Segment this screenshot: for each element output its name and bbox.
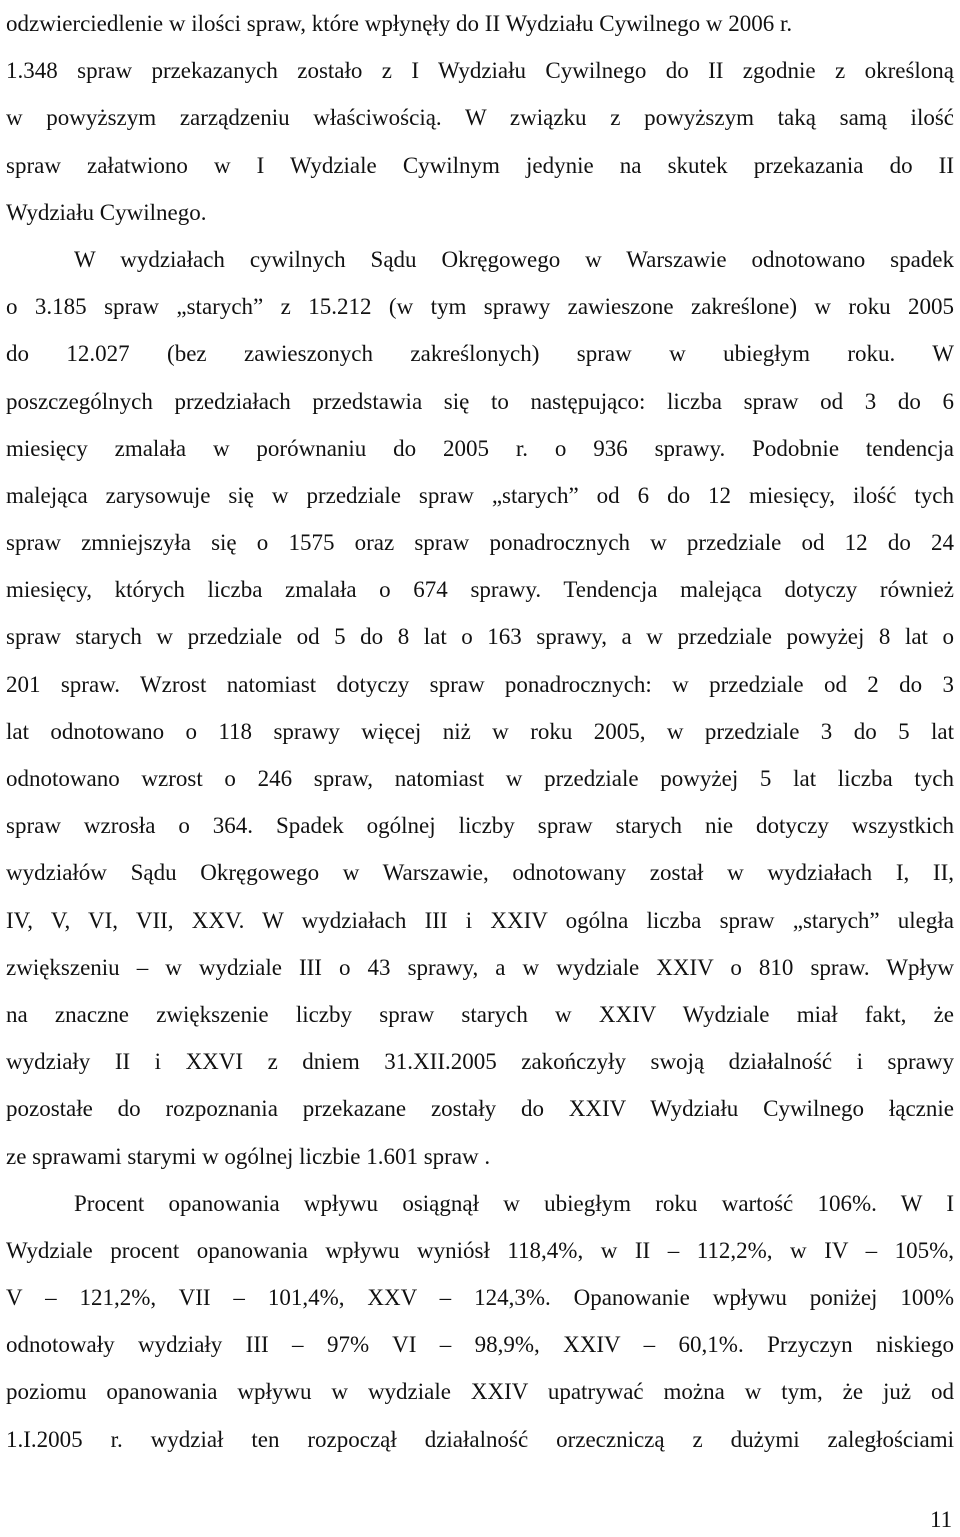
text-line: spraw wzrosła o 364. Spadek ogólnej liczby spraw starych nie dotyczy wszystkich [6, 813, 954, 839]
text-line: 1.348 spraw przekazanych zostało z I Wydziału Cywilnego do II zgodnie z określoną [6, 58, 954, 84]
text-line: odnotowano wzrost o 246 spraw, natomiast w przedziale powyżej 5 lat liczba tych [6, 766, 954, 791]
text-line: IV, V, VI, VII, XXV. W wydziałach III i XXIV ogólna liczba spraw „starych” uległa [6, 907, 954, 933]
text-line: zwiększeniu – w wydziale III o 43 sprawy, a w wydziale XXIV o 810 spraw. Wpływ [6, 954, 954, 980]
text-line: miesięcy, których liczba zmalała o 674 sprawy. Tendencja malejąca dotyczy również [6, 577, 954, 603]
text-line: miesięcy zmalała w porównaniu do 2005 r. o 936 sprawy. Podobnie tendencja [6, 435, 954, 461]
text-line: spraw starych w przedziale od 5 do 8 lat o 163 sprawy, a w przedziale powyżej 8 lat o [6, 624, 954, 650]
text-line: odnotowały wydziały III – 97% VI – 98,9%, XXIV – 60,1%. Przyczyn niskiego [6, 1332, 954, 1358]
text-line: Wydziału Cywilnego. [6, 199, 207, 225]
text-line: 1.I.2005 r. wydział ten rozpoczął działalność orzeczniczą z dużymi zaległościami [6, 1426, 954, 1452]
text-line: spraw załatwiono w I Wydziale Cywilnym jedynie na skutek przekazania do II [6, 152, 954, 178]
text-line: malejąca zarysowuje się w przedziale spraw „starych” od 6 do 12 miesięcy, ilość tych [6, 482, 954, 508]
text-line: poszczególnych przedziałach przedstawia się to następująco: liczba spraw od 3 do 6 [6, 388, 954, 414]
text-line: 201 spraw. Wzrost natomiast dotyczy spraw ponadrocznych: w przedziale od 2 do 3 [6, 671, 954, 697]
text-line: W wydziałach cywilnych Sądu Okręgowego w Warszawie odnotowano spadek [74, 246, 954, 272]
text-line: na znaczne zwiększenie liczby spraw starych w XXIV Wydziale miał fakt, że [6, 1001, 954, 1027]
text-line: lat odnotowano o 118 sprawy więcej niż w roku 2005, w przedziale 3 do 5 lat [6, 718, 954, 744]
text-line: ze sprawami starymi w ogólnej liczbie 1.601 spraw . [6, 1143, 491, 1169]
text-line: w powyższym zarządzeniu właściwością. W związku z powyższym taką samą ilość [6, 105, 954, 131]
page-number: 11 [930, 1507, 953, 1532]
text-line: pozostałe do rozpoznania przekazane zostały do XXIV Wydziału Cywilnego łącznie [6, 1096, 954, 1122]
text-line: odzwierciedlenie w ilości spraw, które wpłynęły do II Wydziału Cywilnego w 2006 r. [6, 11, 793, 36]
text-line: do 12.027 (bez zawieszonych zakreślonych) spraw w ubiegłym roku. W [6, 341, 954, 367]
document-page [6, 0, 954, 1463]
text-line: Wydziale procent opanowania wpływu wyniósł 118,4%, w II – 112,2%, w IV – 105%, [6, 1237, 954, 1263]
text-line: wydziałów Sądu Okręgowego w Warszawie, odnotowany został w wydziałach I, II, [6, 860, 954, 886]
text-line: spraw zmniejszyła się o 1575 oraz spraw ponadrocznych w przedziale od 12 do 24 [6, 530, 954, 556]
text-line: poziomu opanowania wpływu w wydziale XXIV upatrywać można w tym, że już od [6, 1379, 954, 1405]
text-line: Procent opanowania wpływu osiągnął w ubiegłym roku wartość 106%. W I [74, 1190, 954, 1216]
text-line: V – 121,2%, VII – 101,4%, XXV – 124,3%. Opanowanie wpływu poniżej 100% [6, 1285, 954, 1311]
text-line: o 3.185 spraw „starych” z 15.212 (w tym sprawy zawieszone zakreślone) w roku 2005 [6, 294, 954, 320]
text-line: wydziały II i XXVI z dniem 31.XII.2005 zakończyły swoją działalność i sprawy [6, 1049, 954, 1075]
